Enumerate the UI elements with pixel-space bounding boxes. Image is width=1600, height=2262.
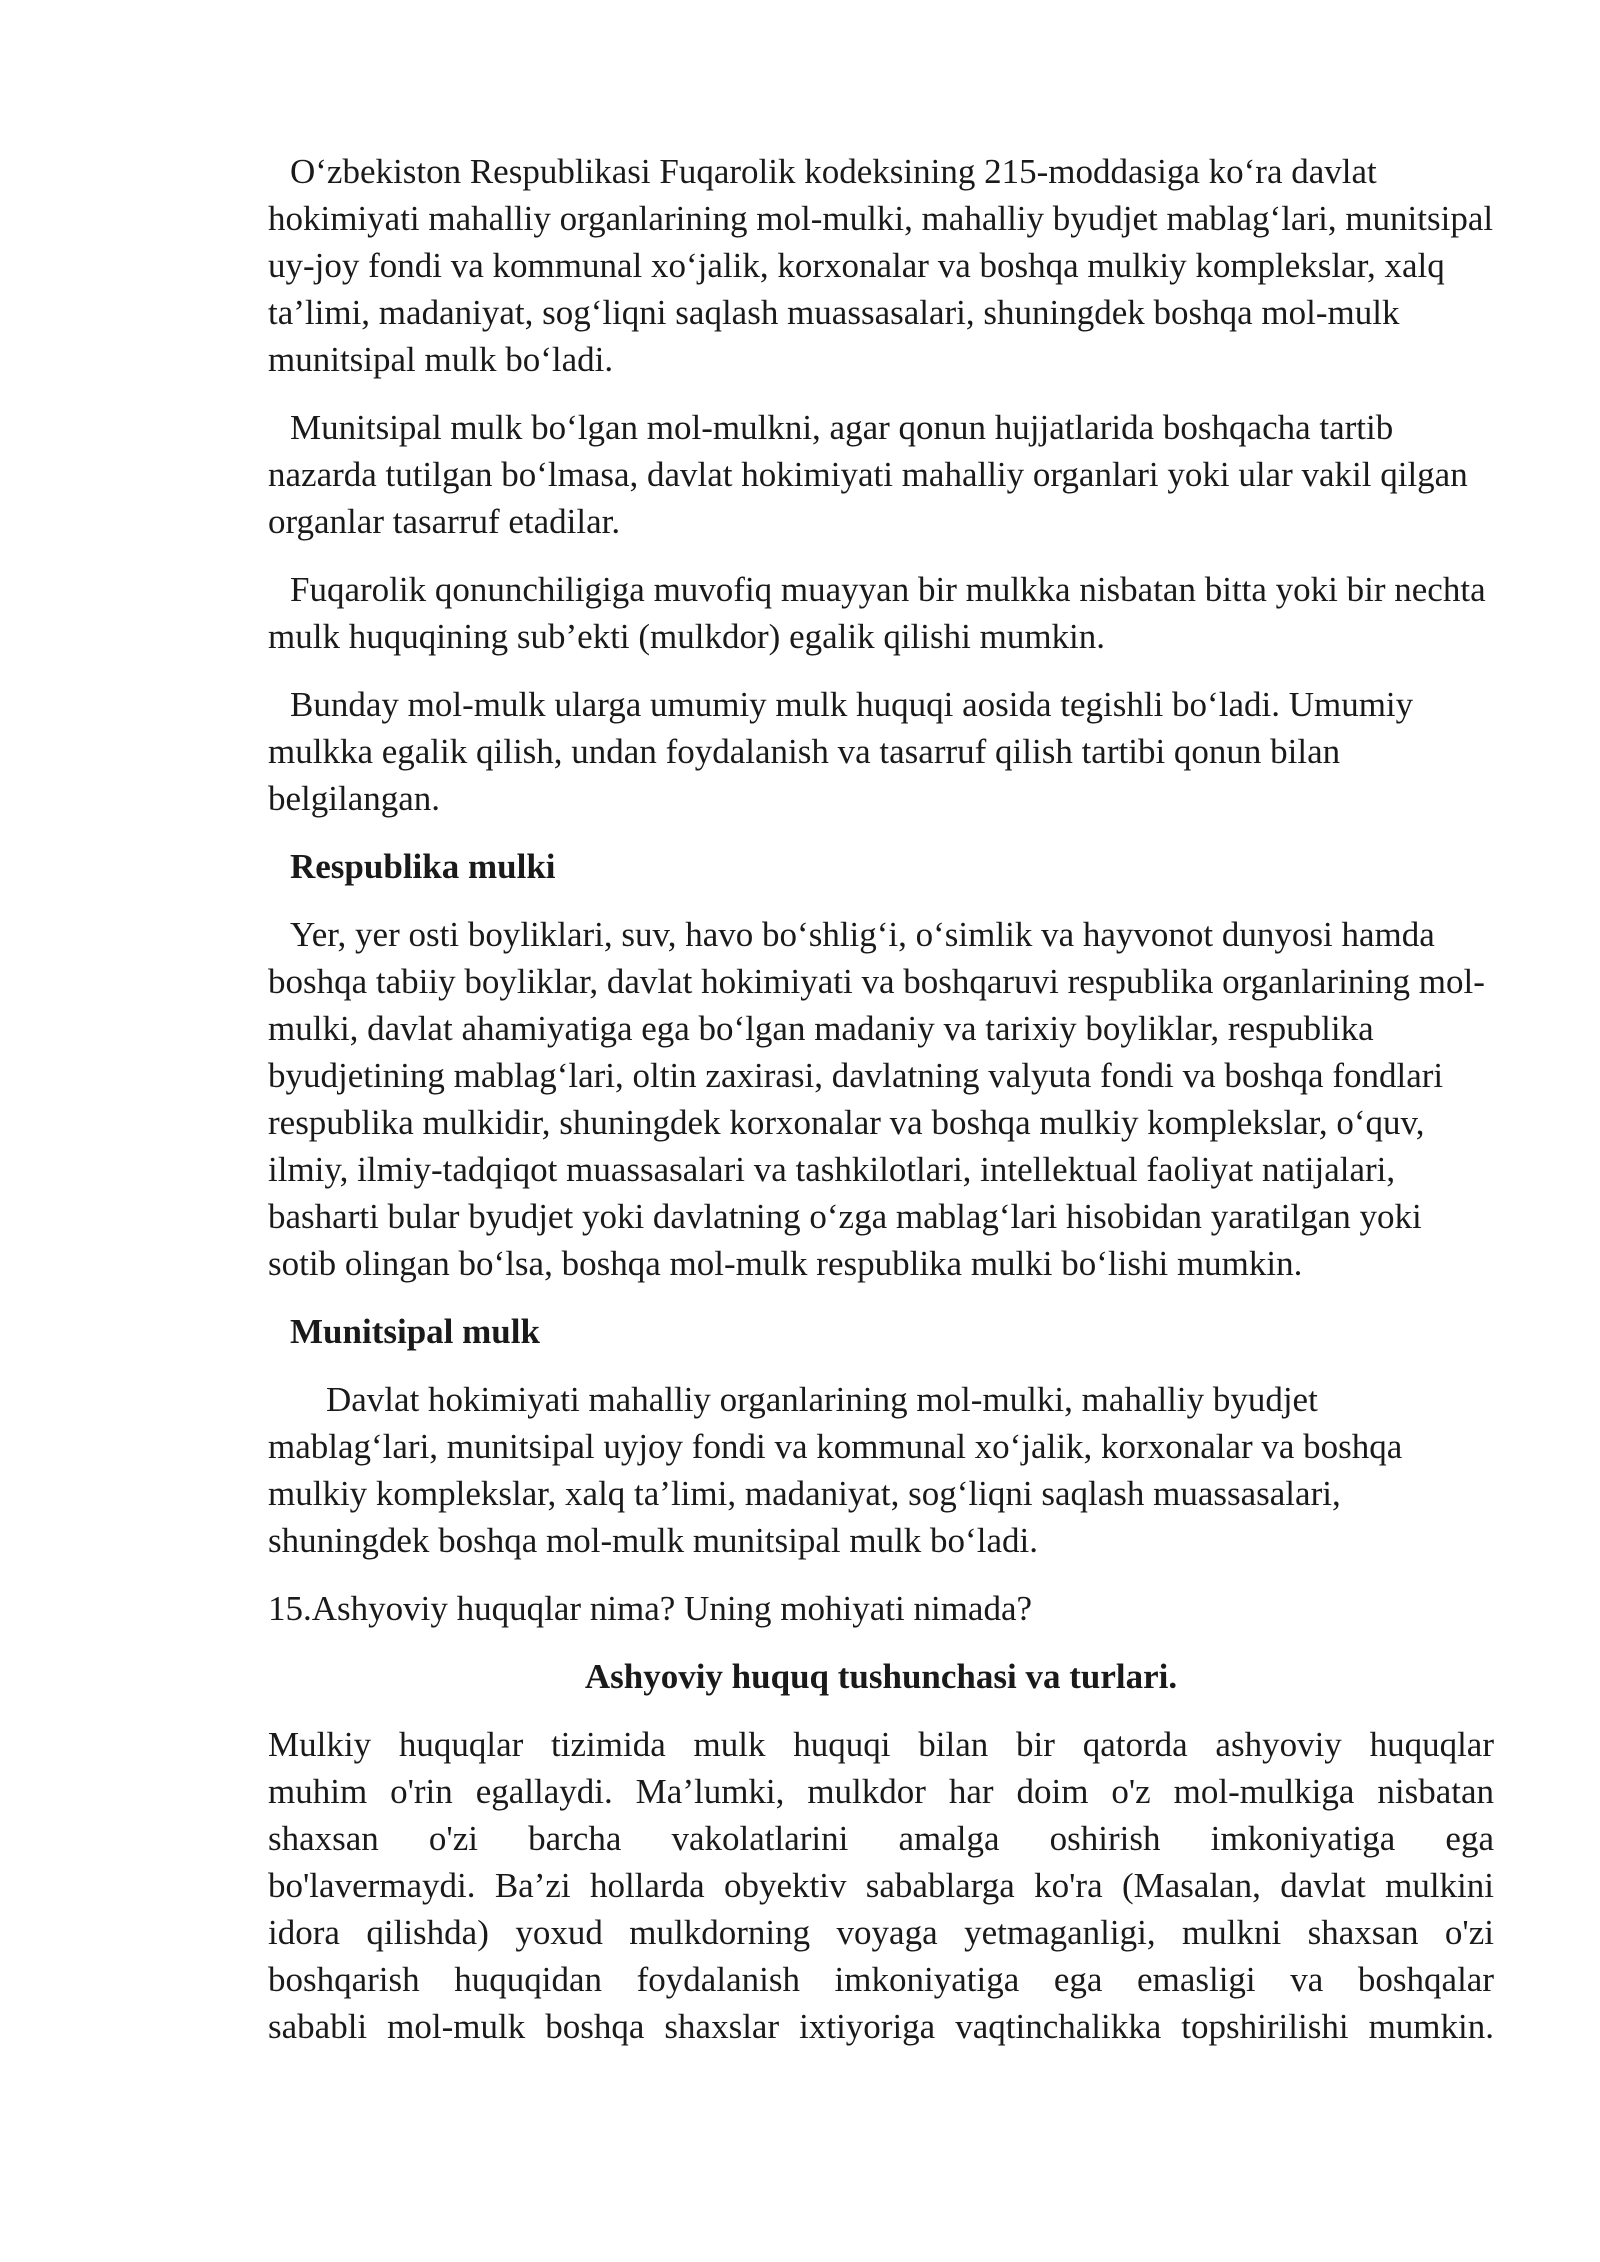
paragraph-munitsipal-property: Davlat hokimiyati mahalliy organlarining mol-mulki, mahalliy byudjet mablag‘lari, munitsipal uyjoy fondi va kommunal xo‘jalik, korxonalar va boshqa mulkiy komplekslar, xalq ta’limi, madaniyat, sog‘liqni saqlash muassasalari, shuningdek boshqa mol-mulk munitsipal mulk bo‘ladi.	[268, 1380, 1403, 1560]
paragraph-ownership-subjects: Fuqarolik qonunchiligiga muvofiq muayyan bir mulkka nisbatan bitta yoki bir nechta mulk huquqining sub’ekti (mulkdor) egalik qilishi mumkin.	[268, 570, 1486, 656]
paragraph-property-rights-system	[268, 1721, 1494, 2050]
heading-ashyoviy-huquq: Ashyoviy huquq tushunchasi va turlari.	[584, 1657, 1178, 1696]
text-line: sababli mol-mulk boshqa shaxslar ixtiyoriga vaqtinchalikka topshirilishi mumkin.	[268, 2007, 1494, 2046]
text-line: bo'lavermaydi. Ba’zi hollarda obyektiv sabablarga ko'ra (Masalan, davlat mulkini	[268, 1866, 1494, 1905]
text-line: Mulkiy huquqlar tizimida mulk huquqi bilan bir qatorda ashyoviy huquqlar	[268, 1725, 1494, 1764]
paragraph-common-ownership: Bunday mol-mulk ularga umumiy mulk huquqi aosida tegishli bo‘ladi. Umumiy mulkka egalik qilish, undan foydalanish va tasarruf qilish tartibi qonun bilan belgilangan.	[268, 685, 1414, 818]
text-line: idora qilishda) yoxud mulkdorning voyaga yetmaganligi, mulkni shaxsan o'zi	[268, 1913, 1494, 1952]
text-line: muhim o'rin egallaydi. Ma’lumki, mulkdor har doim o'z mol-mulkiga nisbatan	[268, 1772, 1494, 1811]
text-line: shaxsan o'zi barcha vakolatlarini amalga oshirish imkoniyatiga ega	[268, 1819, 1494, 1858]
paragraph-munitsipal-disposal: Munitsipal mulk bo‘lgan mol-mulkni, agar qonun hujjatlarida boshqacha tartib nazarda tutilgan bo‘lmasa, davlat hokimiyati mahalliy organlari yoki ular vakil qilgan organlar tasarruf etadilar.	[268, 408, 1468, 541]
paragraph-article-215: O‘zbekiston Respublikasi Fuqarolik kodeksining 215-moddasiga ko‘ra davlat hokimiyati mahalliy organlarining mol-mulki, mahalliy byudjet mablag‘lari, munitsipal uy-joy fondi va kommunal xo‘jalik, korxonalar va boshqa mulkiy komplekslar, xalq ta’limi, madaniyat, sog‘liqni saqlash muassasalari, shuningdek boshqa mol-mulk munitsipal mulk bo‘ladi.	[268, 152, 1494, 379]
paragraph-republic-property: Yer, yer osti boyliklari, suv, havo bo‘shlig‘i, o‘simlik va hayvonot dunyosi hamda boshqa tabiiy boyliklar, davlat hokimiyati va boshqaruvi respublika organlarining mol-mulki, davlat ahamiyatiga ega bo‘lgan madaniy va tarixiy boyliklar, respublika byudjetining mablag‘lari, oltin zaxirasi, davlatning valyuta fondi va boshqa fondlari respublika mulkidir, shuningdek korxonalar va boshqa mulkiy komplekslar, o‘quv, ilmiy, ilmiy-tadqiqot muassasalari va tashkilotlari, intellektual faoliyat natijalari, basharti bular byudjet yoki davlatning o‘zga mablag‘lari hisobidan yaratilgan yoki sotib olingan bo‘lsa, boshqa mol-mulk respublika mulki bo‘lishi mumkin.	[268, 915, 1485, 1283]
heading-munitsipal-mulk: Munitsipal mulk	[290, 1312, 540, 1351]
text-line: boshqarish huquqidan foydalanish imkoniyatiga ega emasligi va boshqalar	[268, 1960, 1494, 1999]
document-page	[268, 148, 1494, 2050]
heading-respublika-mulki: Respublika mulki	[290, 847, 556, 886]
question-15: 15.Ashyoviy huquqlar nima? Uning mohiyati nimada?	[268, 1589, 1033, 1628]
